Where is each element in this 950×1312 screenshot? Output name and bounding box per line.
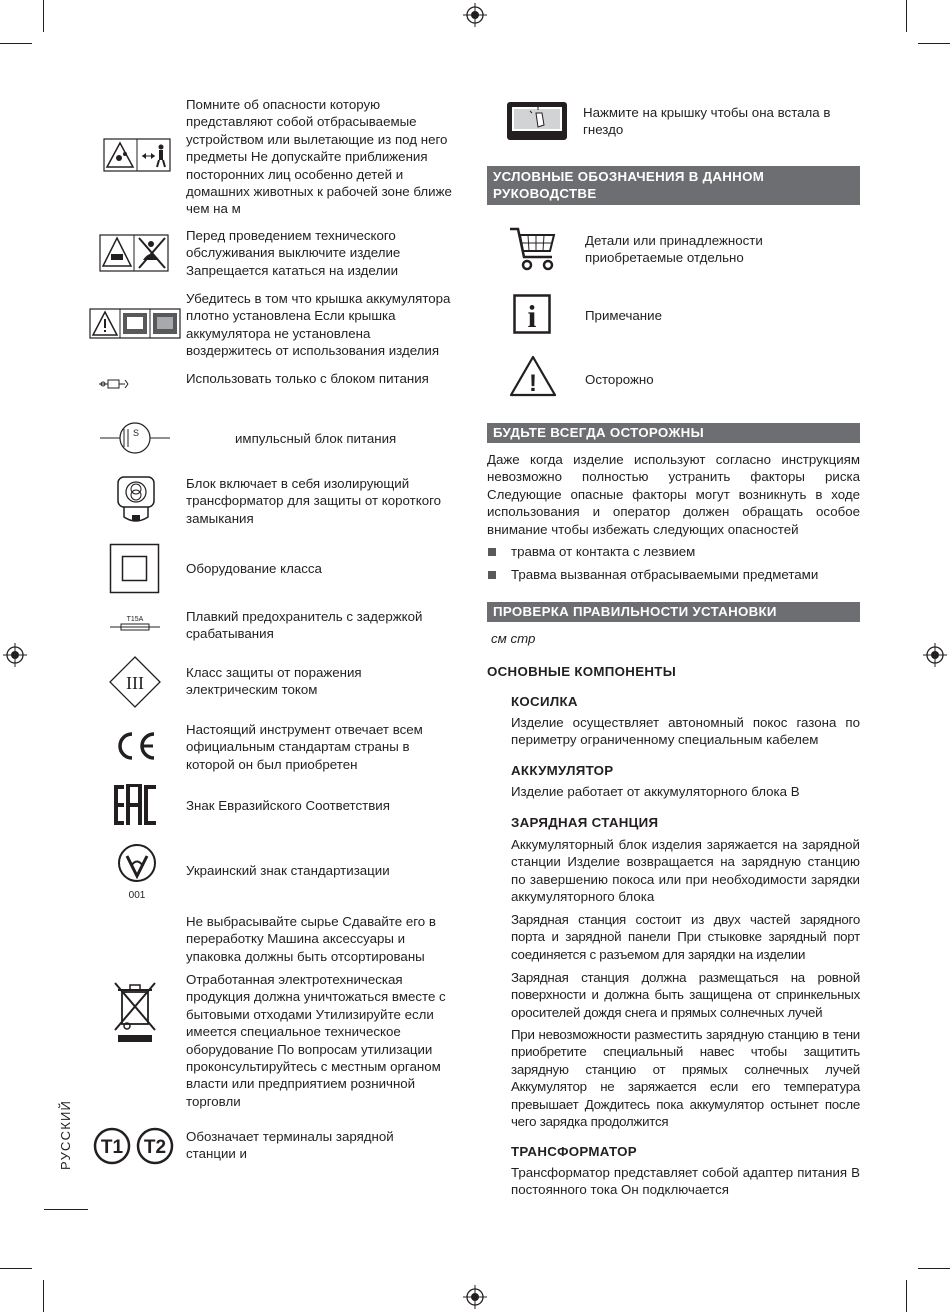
ukrainian-standard-text: Украинский знак стандартизации	[186, 863, 390, 878]
press-cover-text: Нажмите на крышку чтобы она встала в гнездо	[583, 105, 831, 138]
fuse-text: Плавкий предохранитель с задержкой срабатывания	[186, 609, 423, 642]
always-careful-body: Даже когда изделие используют согласно инструкциям невозможно полностью устранить факторы риска Следующие опасные факторы могут возникнуть в ходе использования и оператор должен обращать особое внимание чтобы избежать следующих опасностей	[487, 452, 860, 537]
crop-mark	[906, 1280, 907, 1312]
info-note-icon	[513, 294, 551, 334]
protection-class-iii-icon	[108, 655, 162, 709]
bullet-blade-injury: травма от контакта с лезвием	[511, 544, 696, 559]
fuse-label: T15A	[126, 616, 144, 623]
crop-mark	[43, 0, 44, 32]
battery-title: АККУМУЛЯТОР	[511, 763, 614, 778]
install-check-reference: см стр	[491, 631, 536, 646]
isolating-transformer-icon	[116, 475, 156, 525]
info-glyph: i	[527, 298, 537, 334]
thrown-objects-warning-icon	[103, 138, 171, 172]
crop-mark	[906, 0, 907, 32]
charging-station-title: ЗАРЯДНАЯ СТАНЦИЯ	[511, 815, 659, 830]
transformer-title: ТРАНСФОРМАТОР	[511, 1144, 637, 1159]
svg-text:S: S	[133, 428, 140, 438]
ukr-code-label: 001	[128, 890, 146, 901]
terminal-t1-label: T1	[100, 1137, 124, 1158]
registration-mark-icon	[463, 1285, 487, 1309]
terminal-t2-label: T2	[143, 1137, 167, 1158]
charging-station-paragraph: Зарядная станция должна размещаться на ровной поверхности и должна быть защищена от спринкельных оросителей дождя снега и прямых солнечных лучей	[511, 970, 860, 1020]
registration-mark-icon	[923, 643, 947, 667]
caution-warning-icon	[509, 354, 557, 398]
optional-parts-text: Детали или принадлежности приобретаемые отдельно	[585, 233, 763, 266]
crop-mark	[0, 1268, 32, 1269]
ukrainian-standard-icon	[115, 843, 159, 901]
registration-mark-icon	[463, 3, 487, 27]
maintenance-warning-text: Перед проведением технического обслуживания выключите изделие Запрещается кататься на изделии	[186, 228, 401, 278]
class-ii-equipment-icon	[109, 543, 160, 594]
ce-mark-icon	[112, 730, 158, 762]
install-check-header: ПРОВЕРКА ПРАВИЛЬНОСТИ УСТАНОВКИ	[487, 602, 860, 622]
always-careful-header: БУДЬТЕ ВСЕГДА ОСТОРОЖНЫ	[487, 423, 860, 443]
note-text: Примечание	[585, 308, 662, 323]
class-equipment-text: Оборудование класса	[186, 561, 322, 576]
battery-cover-warning-icon	[89, 308, 181, 339]
side-language-label: РУССКИЙ	[58, 1099, 73, 1170]
bullet-thrown-objects: Травма вызванная отбрасываемыми предметами	[511, 567, 819, 582]
protection-class-text: Класс защиты от поражения электрическим током	[186, 665, 362, 698]
side-tab-line	[44, 1209, 88, 1210]
switching-power-supply-icon	[100, 418, 170, 458]
symbols-section-header: УСЛОВНЫЕ ОБОЗНАЧЕНИЯ В ДАННОМ РУКОВОДСТВЕ	[487, 166, 860, 205]
bullet-marker	[488, 548, 496, 556]
crop-mark	[918, 1268, 950, 1269]
crop-mark	[918, 43, 950, 44]
mower-body: Изделие осуществляет автономный покос газона по периметру ограниченному специальным кабелем	[511, 715, 860, 748]
warning-thrown-objects-text: Помните об опасности которую представляют собой отбрасываемые устройством или вылетающие из под него предметы Не допускайте приближения посторонних лиц особенно детей и домашних животных к рабочей зоне ближе чем на м	[186, 97, 452, 217]
switching-power-supply-text: импульсный блок питания	[235, 431, 397, 446]
charging-station-paragraph: При невозможности разместить зарядную станцию в тени приобретите специальный навес чтобы защитить зарядную станцию от прямых солнечных лучей Аккумулятор не заряжается если его температура превышает Дождитесь пока аккумулятор остынет после чего зарядка продолжится	[511, 1027, 860, 1130]
main-components-title: ОСНОВНЫЕ КОМПОНЕНТЫ	[487, 664, 677, 679]
crop-mark	[43, 1280, 44, 1312]
caution-text: Осторожно	[585, 372, 654, 387]
eac-text: Знак Евразийского Соответствия	[186, 798, 390, 813]
power-supply-text: Использовать только с блоком питания	[186, 371, 429, 386]
caution-glyph: !	[529, 370, 537, 397]
fuse-icon	[110, 614, 160, 634]
battery-cover-text: Убедитесь в том что крышка аккумулятора плотно установлена Если крышка аккумулятора не установлена воздержитесь от использования изделия	[186, 291, 451, 359]
charging-station-paragraph: Зарядная станция состоит из двух частей зарядного порта и зарядной панели При стыковке зарядный порт соединяется с разъемом для зарядки на изделии	[511, 912, 860, 962]
weee-disposal-text: Отработанная электротехническая продукция должна уничтожаться вместе с бытовыми отходами Утилизируйте если имеется специальное техническое оборудование По вопросам утилизации проконсультируйтесь с местным органом власти или предприятием розничной торговли	[186, 972, 446, 1109]
eac-mark-icon	[113, 784, 157, 826]
battery-body: Изделие работает от аккумуляторного блока В	[511, 784, 800, 799]
press-cover-icon	[506, 101, 568, 141]
registration-mark-icon	[3, 643, 27, 667]
terminals-text: Обозначает терминалы зарядной станции и	[186, 1129, 394, 1162]
transformer-body: Трансформатор представляет собой адаптер питания В постоянного тока Он подключается	[511, 1165, 860, 1198]
maintenance-no-riding-icon	[99, 234, 169, 272]
mower-title: КОСИЛКА	[511, 694, 578, 709]
shopping-cart-icon	[508, 225, 558, 273]
isolating-transformer-text: Блок включает в себя изолирующий трансформатор для защиты от короткого замыкания	[186, 476, 442, 526]
power-supply-icon	[99, 378, 129, 390]
weee-bin-icon	[112, 980, 158, 1044]
ce-compliance-text: Настоящий инструмент отвечает всем официальным стандартам страны в которой он был приобретен	[186, 722, 423, 772]
crop-mark	[0, 43, 32, 44]
class-iii-label: III	[126, 673, 144, 693]
recycle-text: Не выбрасывайте сырье Сдавайте его в переработку Машина аксессуары и упаковка должны быть отсортированы	[186, 914, 436, 964]
bullet-marker	[488, 571, 496, 579]
charging-station-paragraph: Аккумуляторный блок изделия заряжается на зарядной станции Изделие возвращается на зарядную станцию по завершению покоса или при необходимости зарядки аккумуляторного блока	[511, 837, 860, 905]
terminals-t1-t2-icon	[93, 1127, 175, 1165]
